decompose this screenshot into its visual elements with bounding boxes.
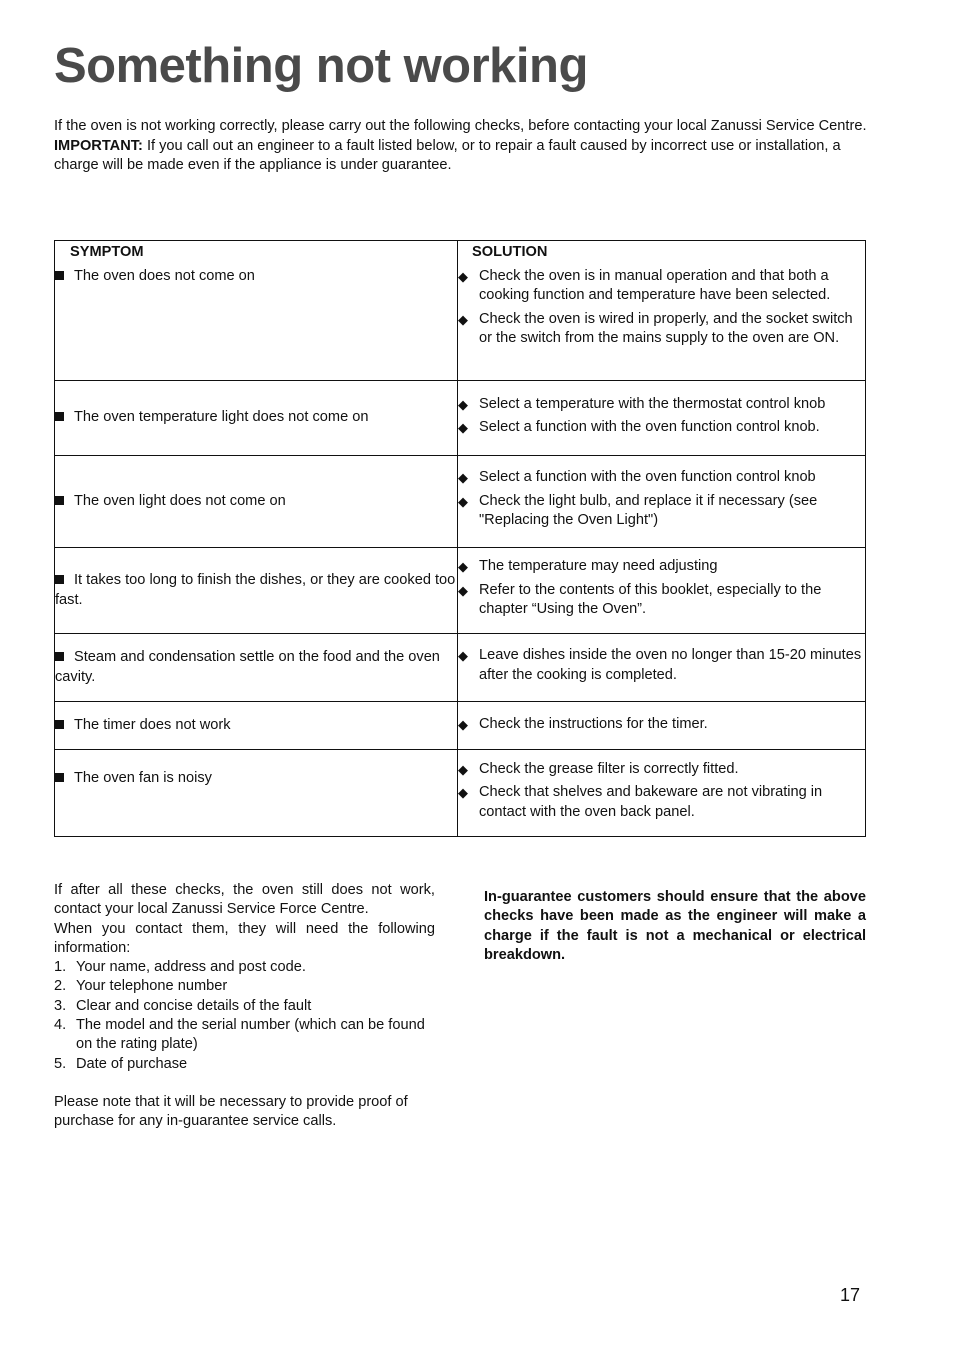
solution-item bbox=[458, 468, 865, 488]
table-row bbox=[55, 634, 866, 702]
square-bullet-icon bbox=[55, 271, 64, 280]
symptom-cell bbox=[55, 702, 458, 750]
diamond-bullet-icon: ◆ bbox=[458, 785, 468, 801]
table-row bbox=[55, 702, 866, 750]
list-text: The model and the serial number (which can be found on the rating plate) bbox=[76, 1017, 425, 1053]
solution-cell bbox=[458, 702, 866, 750]
troubleshooting-table bbox=[54, 240, 866, 837]
symptom-cell bbox=[55, 456, 458, 548]
list-item bbox=[54, 977, 435, 996]
symptom-item bbox=[55, 408, 457, 428]
list-item bbox=[54, 1016, 435, 1055]
symptom-cell bbox=[55, 634, 458, 702]
list-text: Your telephone number bbox=[76, 978, 228, 995]
list-text: Date of purchase bbox=[76, 1055, 188, 1072]
list-number: 5. bbox=[54, 1055, 67, 1072]
contact-paragraph: If after all these checks, the oven still does not work, contact your local Zanussi Service Force Centre. bbox=[54, 882, 435, 918]
diamond-bullet-icon: ◆ bbox=[458, 470, 468, 486]
list-number: 4. bbox=[54, 1017, 67, 1034]
list-item bbox=[54, 1055, 435, 1074]
solution-cell bbox=[458, 634, 866, 702]
symptom-cell bbox=[55, 548, 458, 634]
solution-text: The temperature may need adjusting bbox=[479, 558, 718, 575]
symptom-text: The timer does not work bbox=[74, 716, 231, 733]
diamond-bullet-icon: ◆ bbox=[458, 311, 468, 327]
solution-text: Leave dishes inside the oven no longer than 15-20 minutes after the cooking is completed. bbox=[479, 647, 862, 683]
symptom-item bbox=[55, 571, 457, 610]
solution-cell bbox=[458, 381, 866, 456]
symptom-text: The oven fan is noisy bbox=[74, 770, 212, 787]
symptom-item bbox=[55, 492, 457, 512]
solution-cell bbox=[458, 548, 866, 634]
list-number: 1. bbox=[54, 959, 67, 976]
diamond-bullet-icon: ◆ bbox=[458, 761, 468, 777]
solution-text: Refer to the contents of this booklet, especially to the chapter “Using the Oven”. bbox=[479, 581, 822, 618]
symptom-text: The oven does not come on bbox=[74, 267, 255, 284]
square-bullet-icon bbox=[55, 720, 64, 729]
solution-item bbox=[458, 492, 865, 531]
symptom-text: The oven temperature light does not come on bbox=[74, 409, 369, 426]
solution-text: Select a function with the oven function control knob bbox=[479, 469, 816, 486]
solution-text: Check that shelves and bakeware are not vibrating in contact with the oven back panel. bbox=[479, 784, 823, 820]
guarantee-note: In-guarantee customers should ensure that the above checks have been made as the engineer will make a charge if the fault is not a mechanical or electrical breakdown. bbox=[484, 889, 866, 963]
page-number: 17 bbox=[840, 1285, 861, 1305]
square-bullet-icon bbox=[55, 652, 64, 661]
solution-item bbox=[458, 581, 865, 620]
solution-item bbox=[458, 418, 865, 438]
table-row bbox=[55, 548, 866, 634]
square-bullet-icon bbox=[55, 496, 64, 505]
required-info-list bbox=[54, 958, 435, 1074]
important-text: If you call out an engineer to a fault listed below, or to repair a fault caused by incorrect use or installation, a charge will be made even if the appliance is under guarantee. bbox=[54, 137, 841, 173]
solution-item bbox=[458, 267, 865, 306]
solution-text: Check the oven is wired in properly, and the socket switch or the switch from the mains supply to the oven are ON. bbox=[479, 310, 853, 346]
symptom-cell bbox=[55, 241, 458, 381]
diamond-bullet-icon: ◆ bbox=[458, 648, 468, 663]
contact-info-paragraph: When you contact them, they will need the following information: bbox=[54, 920, 435, 956]
diamond-bullet-icon: ◆ bbox=[458, 716, 468, 732]
diamond-bullet-icon: ◆ bbox=[458, 493, 468, 509]
intro-paragraph: If the oven is not working correctly, please carry out the following checks, before contacting your local Zanussi Service Centre. bbox=[54, 118, 867, 134]
list-number: 2. bbox=[54, 978, 67, 995]
list-number: 3. bbox=[54, 997, 67, 1014]
table-row bbox=[55, 381, 866, 456]
solution-item bbox=[458, 557, 865, 577]
list-item bbox=[54, 958, 435, 977]
solution-item bbox=[458, 783, 865, 822]
list-text: Your name, address and post code. bbox=[76, 959, 306, 976]
diamond-bullet-icon: ◆ bbox=[458, 420, 468, 435]
list-text: Clear and concise details of the fault bbox=[76, 997, 312, 1014]
symptom-text: The oven light does not come on bbox=[74, 492, 286, 509]
page-title: Something not working bbox=[54, 39, 588, 93]
solution-header: SOLUTION bbox=[472, 244, 548, 260]
diamond-bullet-icon: ◆ bbox=[458, 582, 468, 598]
diamond-bullet-icon: ◆ bbox=[458, 268, 468, 284]
solution-text: Check the light bulb, and replace it if necessary (see "Replacing the Oven Light") bbox=[479, 492, 818, 529]
symptom-item bbox=[55, 648, 457, 687]
symptom-text: Steam and condensation settle on the food and the oven cavity. bbox=[55, 649, 440, 685]
symptom-item bbox=[55, 716, 457, 736]
contact-section bbox=[54, 881, 435, 1132]
solution-cell bbox=[458, 750, 866, 837]
solution-item bbox=[458, 310, 865, 349]
table-row bbox=[55, 456, 866, 548]
solution-item bbox=[458, 715, 865, 735]
symptom-item bbox=[55, 769, 457, 789]
symptom-text: It takes too long to finish the dishes, or they are cooked too fast. bbox=[55, 572, 456, 608]
important-paragraph bbox=[54, 137, 870, 176]
symptom-header: SYMPTOM bbox=[70, 244, 144, 260]
important-label: IMPORTANT: bbox=[54, 137, 143, 154]
solution-text: Check the instructions for the timer. bbox=[479, 715, 708, 732]
solution-item bbox=[458, 646, 865, 685]
diamond-bullet-icon: ◆ bbox=[458, 396, 468, 412]
list-item bbox=[54, 997, 435, 1016]
solution-text: Select a function with the oven function control knob. bbox=[479, 419, 820, 435]
diamond-bullet-icon: ◆ bbox=[458, 559, 468, 575]
solution-text: Select a temperature with the thermostat control knob bbox=[479, 395, 826, 412]
symptom-cell bbox=[55, 750, 458, 837]
symptom-cell bbox=[55, 381, 458, 456]
solution-item bbox=[458, 760, 865, 780]
solution-cell bbox=[458, 241, 866, 381]
square-bullet-icon bbox=[55, 412, 64, 421]
solution-cell bbox=[458, 456, 866, 548]
solution-text: Check the grease filter is correctly fitted. bbox=[479, 760, 739, 777]
table-row bbox=[55, 750, 866, 837]
square-bullet-icon bbox=[55, 773, 64, 782]
proof-of-purchase-note: Please note that it will be necessary to provide proof of purchase for any in-guarantee service calls. bbox=[54, 1093, 408, 1130]
symptom-item bbox=[55, 267, 457, 287]
solution-text: Check the oven is in manual operation and that both a cooking function and temperature have been selected. bbox=[479, 267, 831, 303]
square-bullet-icon bbox=[55, 575, 64, 584]
table-row bbox=[55, 241, 866, 381]
solution-item bbox=[458, 395, 865, 415]
intro-section bbox=[54, 117, 870, 176]
